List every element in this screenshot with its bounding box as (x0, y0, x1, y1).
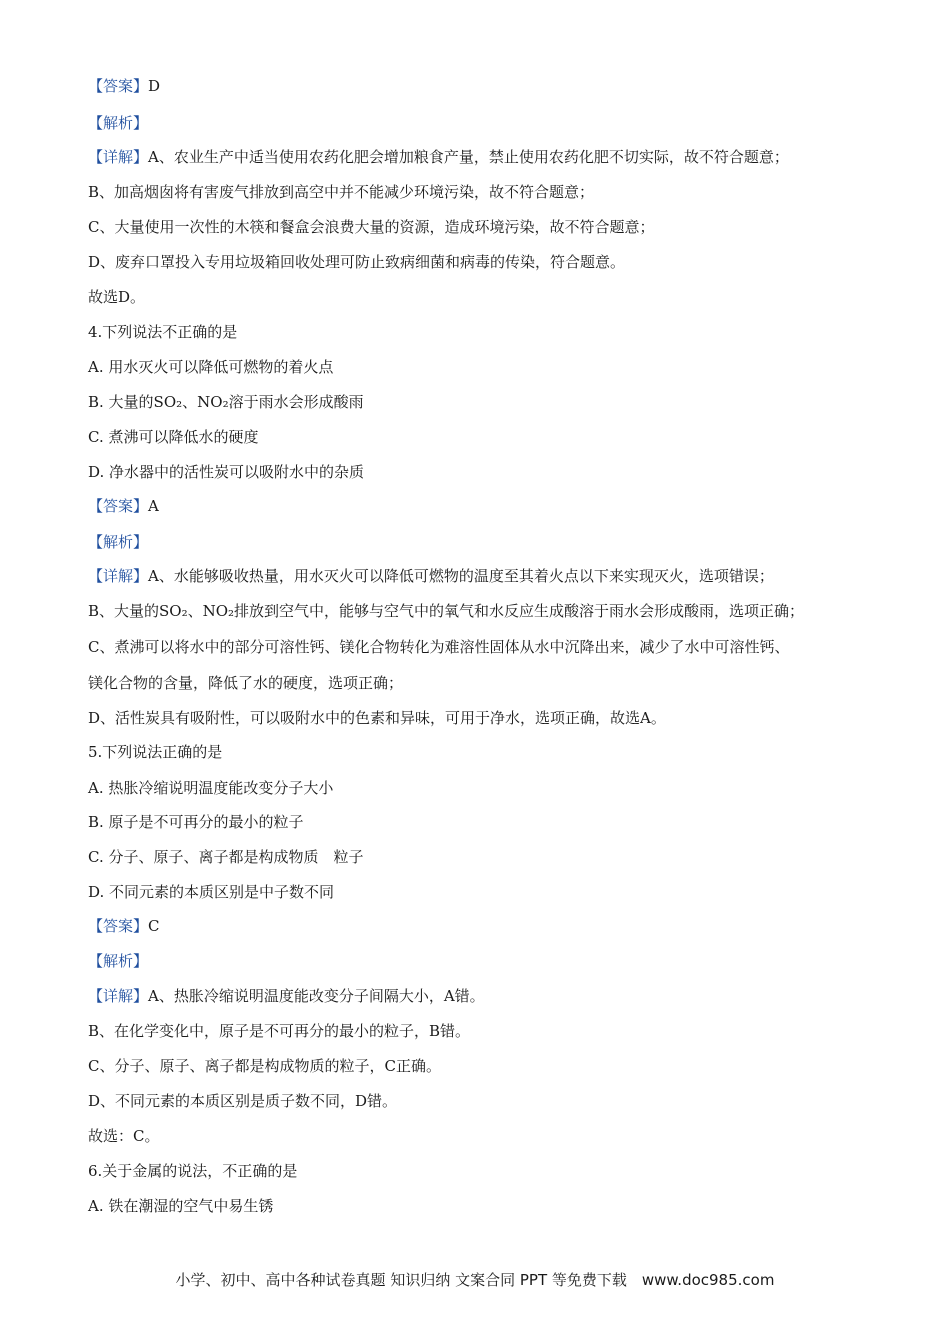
line-q3-analysis (88, 113, 910, 133)
line-text: B、加高烟囱将有害废气排放到高空中并不能减少环境污染，故不符合题意； (88, 183, 595, 201)
line-text: A (148, 497, 159, 515)
line-q4-detail-c1 (88, 637, 910, 657)
line-q4-option-b (88, 392, 910, 412)
line-text: B、大量的SO₂、NO₂排放到空气中，能够与空气中的氧气和水反应生成酸溶于雨水会形成酸雨，选项正确； (88, 602, 805, 620)
line-text: D、不同元素的本质区别是质子数不同，D错。 (88, 1092, 398, 1110)
section-tag: 【解析】 (88, 114, 149, 132)
line-text: C (148, 917, 160, 935)
line-text: D. 不同元素的本质区别是中子数不同 (88, 883, 335, 901)
line-q5-answer (88, 916, 910, 936)
line-q6-stem (88, 1161, 910, 1181)
section-tag: 【答案】 (88, 497, 149, 515)
line-text: C. 分子、原子、离子都是构成物质 粒子 (88, 848, 364, 866)
line-text: 故选D。 (88, 288, 146, 306)
line-text: D (148, 77, 161, 95)
section-tag: 【详解】 (88, 148, 149, 166)
line-q4-answer (88, 496, 910, 516)
line-text: A. 用水灭火可以降低可燃物的着火点 (88, 358, 334, 376)
line-q3-answer (88, 76, 910, 96)
line-q4-detail-a (88, 566, 910, 586)
line-q5-option-a (88, 778, 910, 798)
line-q5-detail-d (88, 1091, 910, 1111)
line-q4-option-a (88, 357, 910, 377)
section-tag: 【答案】 (88, 917, 149, 935)
line-text: C、大量使用一次性的木筷和餐盒会浪费大量的资源，造成环境污染，故不符合题意； (88, 218, 655, 236)
section-tag: 【解析】 (88, 533, 149, 551)
line-q3-detail-c (88, 217, 910, 237)
line-q3-detail-a (88, 147, 910, 167)
line-q5-option-b (88, 812, 910, 832)
line-q4-detail-d (88, 708, 910, 728)
line-text: C、煮沸可以将水中的部分可溶性钙、镁化合物转化为难溶性固体从水中沉降出来，减少了水中可溶性钙、 (88, 638, 790, 656)
line-text: A、水能够吸收热量，用水灭火可以降低可燃物的温度至其着火点以下来实现灭火，选项错误； (148, 567, 774, 585)
line-q3-detail-b (88, 182, 910, 202)
line-q5-detail-b (88, 1021, 910, 1041)
line-text: A. 热胀冷缩说明温度能改变分子大小 (88, 779, 334, 797)
line-q5-detail-c (88, 1056, 910, 1076)
line-q4-analysis (88, 532, 910, 552)
line-text: A、农业生产中适当使用农药化肥会增加粮食产量，禁止使用农药化肥不切实际，故不符合题意； (148, 148, 789, 166)
line-q6-option-a (88, 1196, 910, 1216)
line-q3-conclusion (88, 287, 910, 307)
section-tag: 【详解】 (88, 987, 149, 1005)
line-text: 4.下列说法不正确的是 (88, 323, 238, 341)
line-q3-detail-d (88, 252, 910, 272)
line-q5-option-c (88, 847, 910, 867)
line-text: B. 大量的SO₂、NO₂溶于雨水会形成酸雨 (88, 393, 364, 411)
line-q4-option-c (88, 427, 910, 447)
line-text: 镁化合物的含量，降低了水的硬度，选项正确； (88, 674, 404, 692)
line-text: 6.关于金属的说法，不正确的是 (88, 1162, 298, 1180)
line-text: C. 煮沸可以降低水的硬度 (88, 428, 259, 446)
line-text: D、活性炭具有吸附性，可以吸附水中的色素和异味，可用于净水，选项正确，故选A。 (88, 709, 666, 727)
section-tag: 【解析】 (88, 952, 149, 970)
line-text: D. 净水器中的活性炭可以吸附水中的杂质 (88, 463, 365, 481)
line-q5-option-d (88, 882, 910, 902)
line-text: A、热胀冷缩说明温度能改变分子间隔大小，A错。 (148, 987, 485, 1005)
line-q5-analysis (88, 951, 910, 971)
line-text: B. 原子是不可再分的最小的粒子 (88, 813, 304, 831)
line-q5-conclusion (88, 1126, 910, 1146)
line-q4-detail-b (88, 601, 910, 621)
line-text: A. 铁在潮湿的空气中易生锈 (88, 1197, 274, 1215)
section-tag: 【详解】 (88, 567, 149, 585)
line-q4-stem (88, 322, 910, 342)
line-q4-detail-c2 (88, 673, 910, 693)
page-footer: 小学、初中、高中各种试卷真题 知识归纳 文案合同 PPT 等免费下载 www.doc985.com (175, 1271, 775, 1289)
section-tag: 【答案】 (88, 77, 149, 95)
line-text: 故选：C。 (88, 1127, 160, 1145)
line-text: C、分子、原子、离子都是构成物质的粒子，C正确。 (88, 1057, 441, 1075)
line-q5-detail-a (88, 986, 910, 1006)
line-q5-stem (88, 742, 910, 762)
line-q4-option-d (88, 462, 910, 482)
line-text: D、废弃口罩投入专用垃圾箱回收处理可防止致病细菌和病毒的传染，符合题意。 (88, 253, 626, 271)
line-text: B、在化学变化中，原子是不可再分的最小的粒子，B错。 (88, 1022, 471, 1040)
line-text: 5.下列说法正确的是 (88, 743, 223, 761)
